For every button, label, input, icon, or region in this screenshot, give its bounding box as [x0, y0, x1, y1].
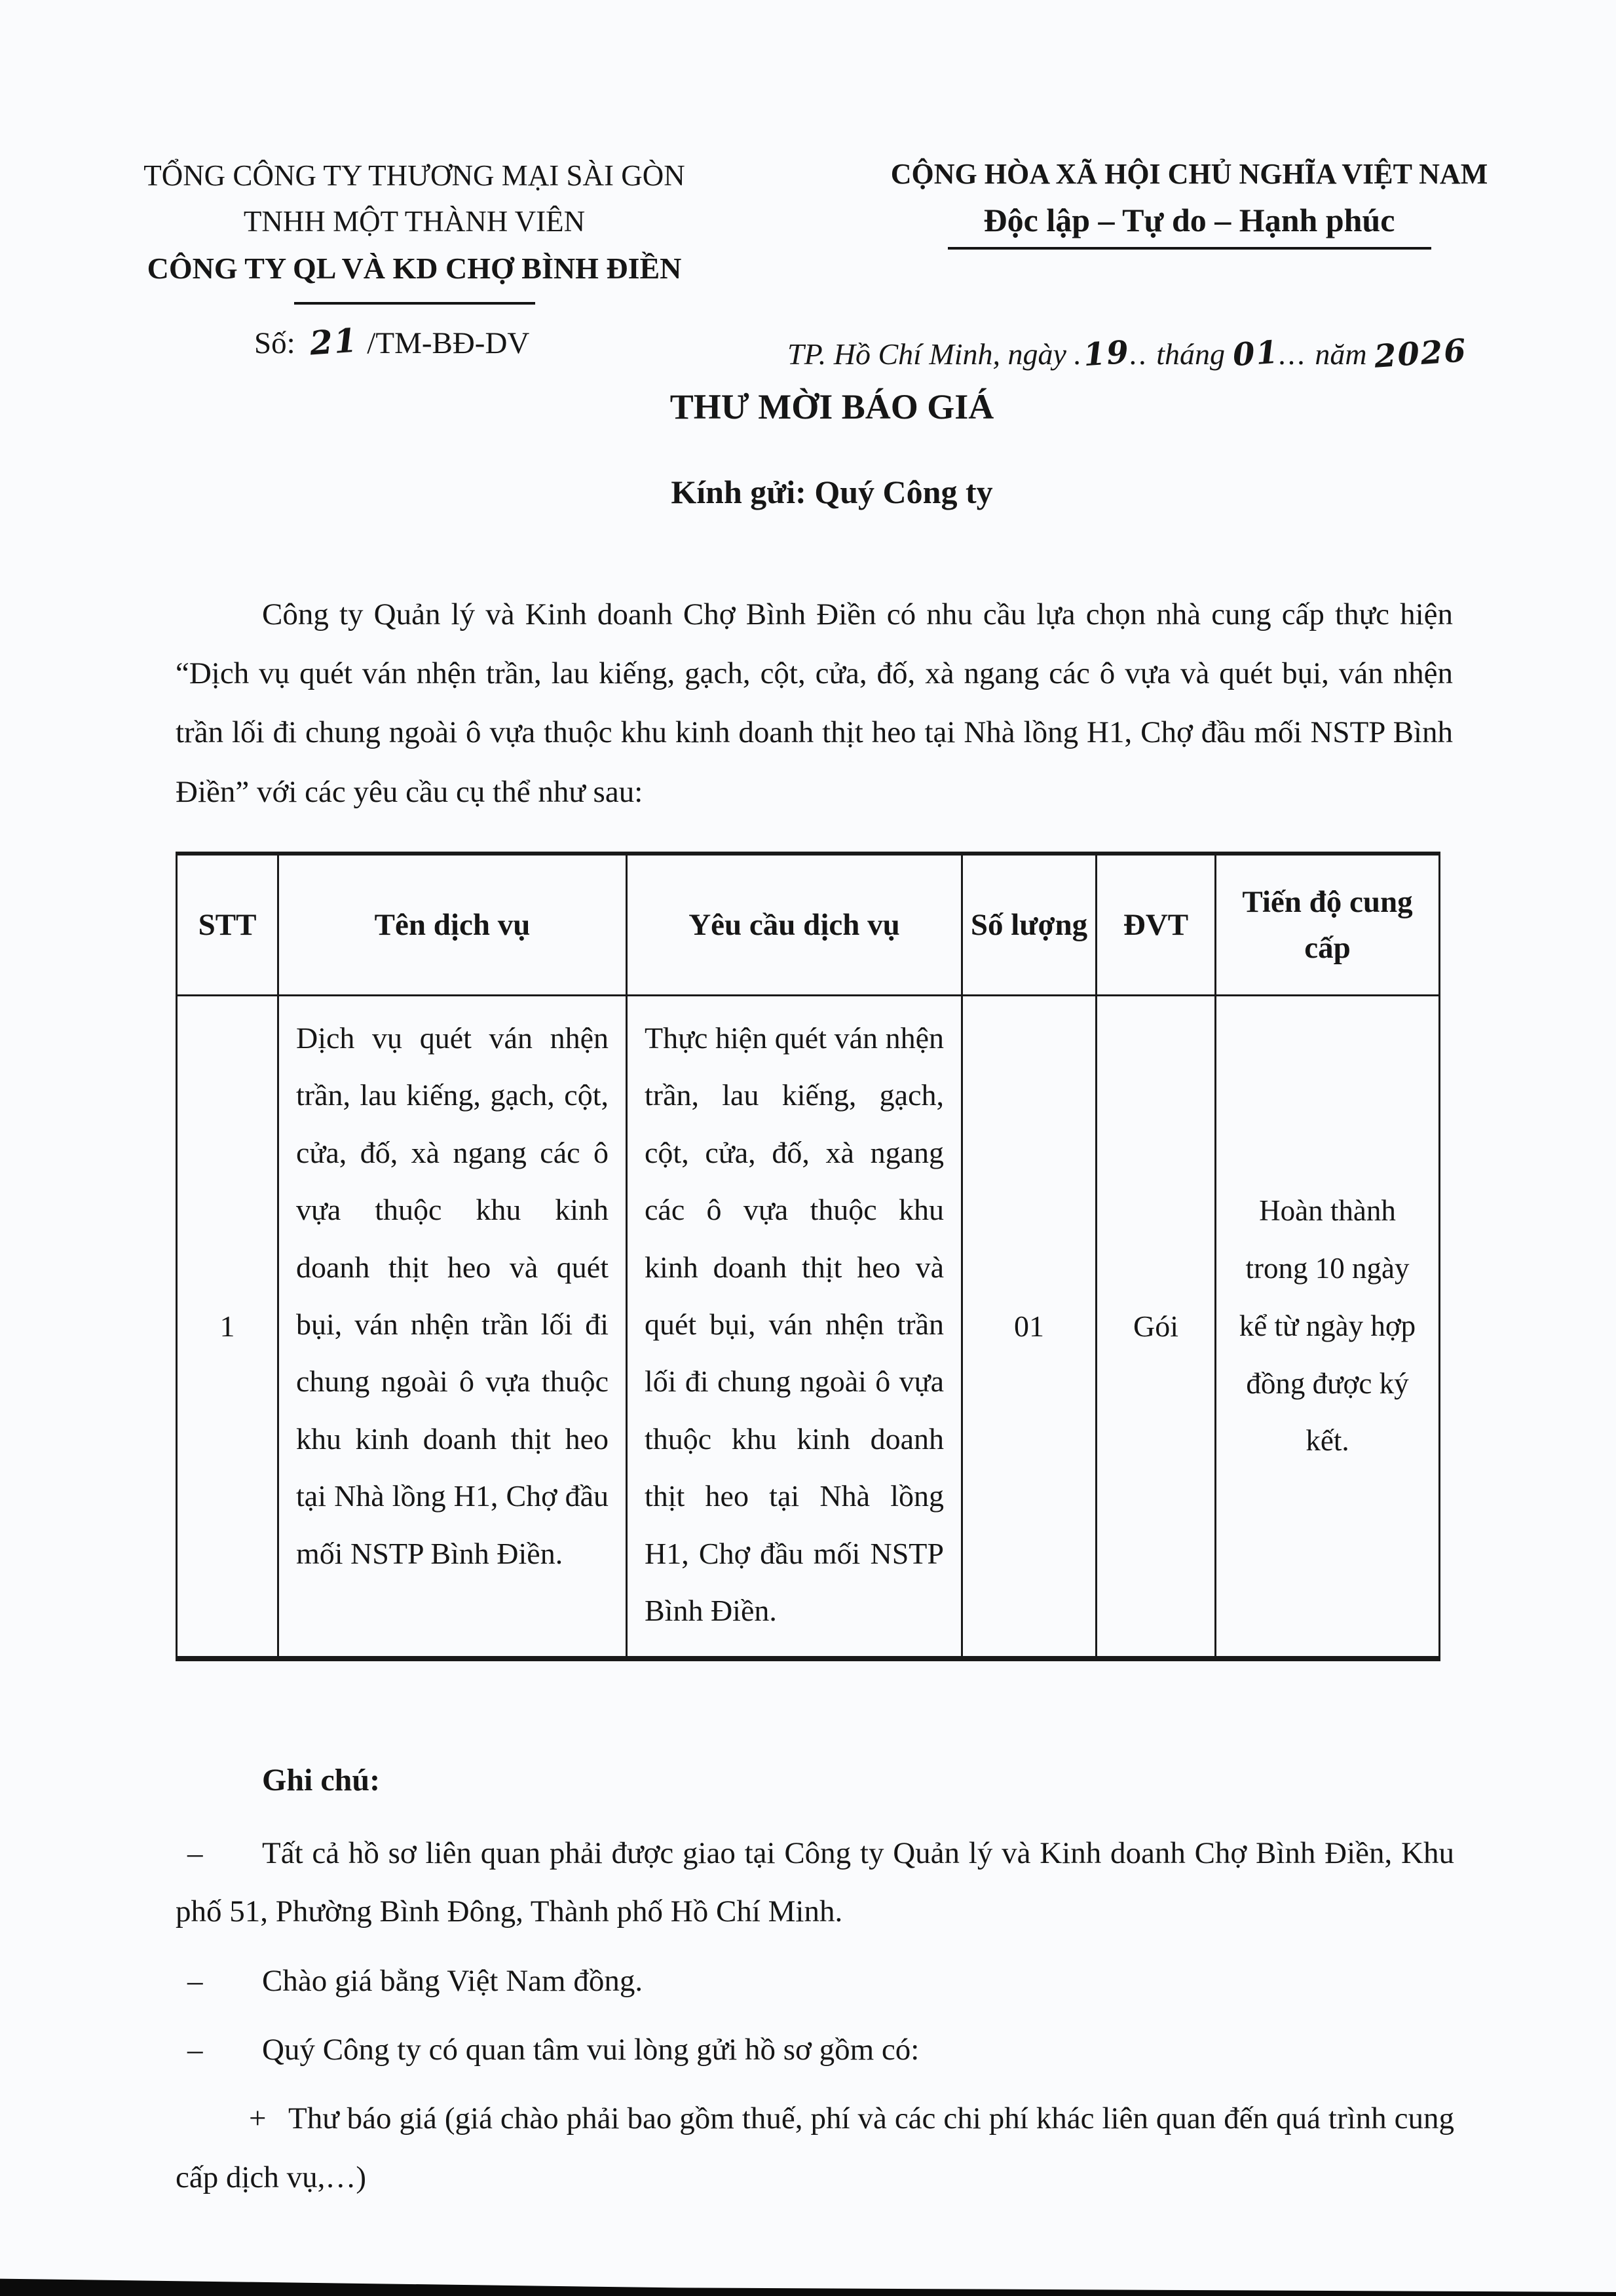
note-text: Tất cả hồ sơ liên quan phải được giao tại Công ty Quản lý và Kinh doanh Chợ Bình Điền, Khu phố 51, Phường Bình Đông, Thành phố Hồ Chí Minh.: [176, 1836, 1454, 1929]
place-date-line: [787, 332, 1616, 375]
note-item-currency: [176, 1952, 1454, 2010]
dash-bullet-marker: –: [187, 2033, 203, 2067]
plus-bullet-marker: +: [249, 2101, 267, 2136]
issuer-underline-rule: [294, 302, 535, 305]
table-row: [177, 996, 1440, 1659]
salutation: Kính gửi: Quý Công ty: [671, 474, 993, 510]
motto-underline-rule: [948, 247, 1431, 250]
issuer-company-type: TNHH MỘT THÀNH VIÊN: [243, 204, 586, 238]
date-dots-2: ..: [1129, 337, 1149, 371]
col-header-quantity: Số lượng: [962, 854, 1097, 996]
date-year-label: năm: [1315, 337, 1367, 371]
col-header-stt: STT: [177, 854, 278, 996]
date-dots-3: ...: [1279, 337, 1307, 371]
cell-quantity: 01: [962, 996, 1097, 1659]
dash-bullet-marker: –: [187, 1963, 203, 1998]
document-number-handwritten: 21: [308, 320, 360, 363]
scan-edge-artifact: [0, 2276, 1616, 2296]
cell-service-requirement: Thực hiện quét ván nhện trần, lau kiếng, gạch, cột, cửa, đố, xà ngang các ô vựa thuộc khu kinh doanh thịt heo và quét bụi, ván nhện trần lối đi chung ngoài ô vựa thuộc khu kinh doanh thịt heo tại Nhà lồng H1, Chợ đầu mối NSTP Bình Điền.: [627, 996, 962, 1659]
national-header: [811, 157, 1568, 250]
note-text: Chào giá bằng Việt Nam đồng.: [262, 1963, 643, 1998]
note-item-dossier-request: [176, 2021, 1454, 2079]
national-title: CỘNG HÒA XÃ HỘI CHỦ NGHĨA VIỆT NAM: [890, 158, 1488, 190]
date-year-handwritten: 2026: [1373, 332, 1469, 375]
date-day-handwritten: 19: [1082, 333, 1131, 374]
note-text: Thư báo giá (giá chào phải bao gồm thuế, phí và các chi phí khác liên quan đến quá trình cung cấp dịch vụ,…): [176, 2101, 1454, 2194]
issuer-header: [56, 153, 773, 305]
document-title: THƯ MỜI BÁO GIÁ: [669, 387, 994, 426]
date-month-handwritten: 01: [1231, 333, 1281, 374]
document-number-label: Số:: [254, 326, 295, 360]
col-header-delivery-progress: Tiến độ cung cấp: [1216, 854, 1440, 996]
issuer-parent-company: TỔNG CÔNG TY THƯƠNG MẠI SÀI GÒN: [143, 159, 685, 192]
note-text: Quý Công ty có quan tâm vui lòng gửi hồ sơ gồm có:: [262, 2033, 920, 2067]
dash-bullet-marker: –: [187, 1836, 203, 1871]
cell-stt: 1: [177, 996, 278, 1659]
date-prefix: TP. Hồ Chí Minh, ngày: [787, 337, 1066, 371]
cell-unit: Gói: [1097, 996, 1216, 1659]
date-dots-1: .: [1074, 337, 1083, 371]
note-item-delivery-address: [176, 1824, 1454, 1942]
note-subitem-quotation-letter: [176, 2090, 1454, 2207]
col-header-service-name: Tên dịch vụ: [278, 854, 627, 996]
date-month-label: tháng: [1156, 337, 1226, 371]
document-number-suffix: /TM-BĐ-DV: [367, 326, 530, 360]
col-header-service-requirement: Yêu cầu dịch vụ: [627, 854, 962, 996]
cell-service-name: Dịch vụ quét ván nhện trần, lau kiếng, gạch, cột, cửa, đố, xà ngang các ô vựa thuộc khu kinh doanh thịt heo và quét bụi, ván nhện trần lối đi chung ngoài ô vựa thuộc khu kinh doanh thịt heo tại Nhà lồng H1, Chợ đầu mối NSTP Bình Điền.: [278, 996, 627, 1659]
service-quotation-table: [176, 852, 1440, 1661]
notes-heading: Ghi chú:: [262, 1763, 381, 1797]
national-motto: Độc lập – Tự do – Hạnh phúc: [983, 202, 1395, 238]
issuer-company-name: CÔNG TY QL VÀ KD CHỢ BÌNH ĐIỀN: [147, 251, 682, 285]
intro-paragraph: Công ty Quản lý và Kinh doanh Chợ Bình Điền có nhu cầu lựa chọn nhà cung cấp thực hiện “Dịch vụ quét ván nhện trần, lau kiếng, gạch, cột, cửa, đố, xà ngang các ô vựa và quét bụi, ván nhện trần lối đi chung ngoài ô vựa thuộc khu kinh doanh thịt heo tại Nhà lồng H1, Chợ đầu mối NSTP Bình Điền” với các yêu cầu cụ thể như sau:: [176, 597, 1453, 809]
document-number-line: [254, 322, 529, 361]
notes-section: [176, 1750, 1454, 2217]
cell-delivery-progress: Hoàn thành trong 10 ngày kể từ ngày hợp đồng được ký kết.: [1216, 996, 1440, 1659]
col-header-unit: ĐVT: [1097, 854, 1216, 996]
table-header-row: [177, 854, 1440, 996]
